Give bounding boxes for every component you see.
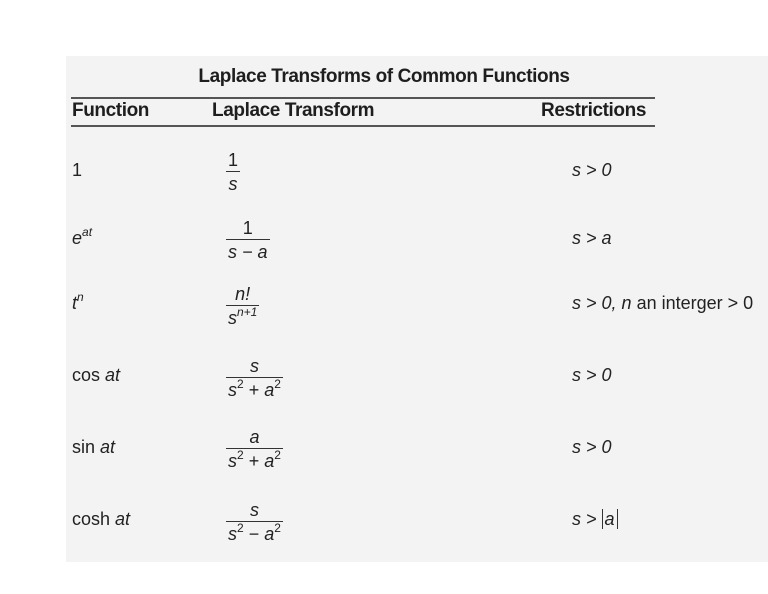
header-restrictions: Restrictions bbox=[541, 100, 647, 121]
row-3-function-exponent: n bbox=[77, 290, 84, 304]
row-6-denominator bbox=[226, 523, 283, 545]
row-4-transform bbox=[226, 356, 283, 401]
row-6-den-op: − bbox=[248, 524, 260, 544]
row-6-function bbox=[72, 509, 130, 530]
row-2-function-exponent: at bbox=[82, 225, 93, 239]
row-3-function bbox=[72, 290, 84, 314]
row-5-den-b-exp: 2 bbox=[274, 448, 281, 462]
row-4-den-a: s bbox=[228, 380, 237, 400]
row-3-denominator-base: s bbox=[228, 308, 237, 328]
row-3-restriction-n: n bbox=[621, 293, 632, 313]
row-1-denominator: s bbox=[228, 174, 238, 194]
row-2-transform bbox=[226, 218, 270, 263]
row-6-transform bbox=[226, 500, 283, 545]
row-6-den-a-exp: 2 bbox=[237, 521, 244, 535]
row-6-den-a: s bbox=[228, 524, 237, 544]
row-1-restriction: s > 0 bbox=[572, 160, 612, 180]
row-4-function-name: cos bbox=[72, 365, 101, 385]
row-6-numerator: s bbox=[249, 500, 259, 520]
row-4-restriction: s > 0 bbox=[572, 365, 612, 385]
row-5-numerator: a bbox=[249, 427, 260, 447]
row-2-function-base: e bbox=[72, 228, 83, 248]
row-6-den-b: a bbox=[264, 524, 275, 544]
row-5-transform bbox=[226, 427, 283, 472]
row-3-transform bbox=[226, 284, 259, 329]
row-3-restriction-base: s > 0, bbox=[572, 293, 617, 313]
row-2-fraction-bar bbox=[226, 239, 270, 240]
row-2-numerator: 1 bbox=[242, 218, 253, 238]
top-rule bbox=[71, 97, 655, 99]
row-5-restriction: s > 0 bbox=[572, 437, 612, 457]
header-function: Function bbox=[72, 100, 150, 121]
row-3-denominator-exponent: n+1 bbox=[237, 305, 258, 319]
row-6-function-name: cosh bbox=[72, 509, 111, 529]
row-4-den-b: a bbox=[264, 380, 275, 400]
row-6-restriction-abs: a bbox=[602, 509, 618, 529]
row-4-function bbox=[72, 365, 120, 386]
row-4-numerator: s bbox=[249, 356, 259, 376]
row-3-denominator bbox=[226, 307, 259, 329]
row-4-den-b-exp: 2 bbox=[274, 377, 281, 391]
row-2-denominator: s − a bbox=[228, 242, 268, 262]
row-5-function-name: sin bbox=[72, 437, 96, 457]
row-3-function-base: t bbox=[72, 293, 78, 313]
row-5-den-b: a bbox=[264, 451, 275, 471]
row-5-den-a-exp: 2 bbox=[237, 448, 244, 462]
row-6-restriction bbox=[572, 509, 618, 530]
row-4-den-op: + bbox=[248, 380, 260, 400]
row-5-denominator bbox=[226, 450, 283, 472]
row-6-restriction-base: s > bbox=[572, 509, 597, 529]
row-1-numerator: 1 bbox=[228, 150, 239, 170]
row-4-den-a-exp: 2 bbox=[237, 377, 244, 391]
row-1-fraction-bar bbox=[226, 171, 240, 172]
row-6-function-var: at bbox=[115, 509, 131, 529]
row-2-function bbox=[72, 225, 93, 249]
row-5-den-a: s bbox=[228, 451, 237, 471]
row-3-numerator: n! bbox=[235, 284, 251, 304]
row-5-function bbox=[72, 437, 115, 458]
row-4-denominator bbox=[226, 379, 283, 401]
row-3-restriction bbox=[572, 293, 753, 314]
header-laplace-transform: Laplace Transform bbox=[212, 100, 375, 121]
row-2-restriction: s > a bbox=[572, 228, 612, 248]
table-title: Laplace Transforms of Common Functions bbox=[198, 66, 570, 87]
row-5-function-var: at bbox=[100, 437, 116, 457]
row-4-function-var: at bbox=[105, 365, 121, 385]
row-6-den-b-exp: 2 bbox=[274, 521, 281, 535]
row-1-transform bbox=[226, 150, 240, 195]
header-rule bbox=[71, 125, 655, 127]
row-3-restriction-rest: an interger > 0 bbox=[636, 293, 754, 313]
row-5-den-op: + bbox=[248, 451, 260, 471]
row-1-function: 1 bbox=[72, 160, 83, 180]
